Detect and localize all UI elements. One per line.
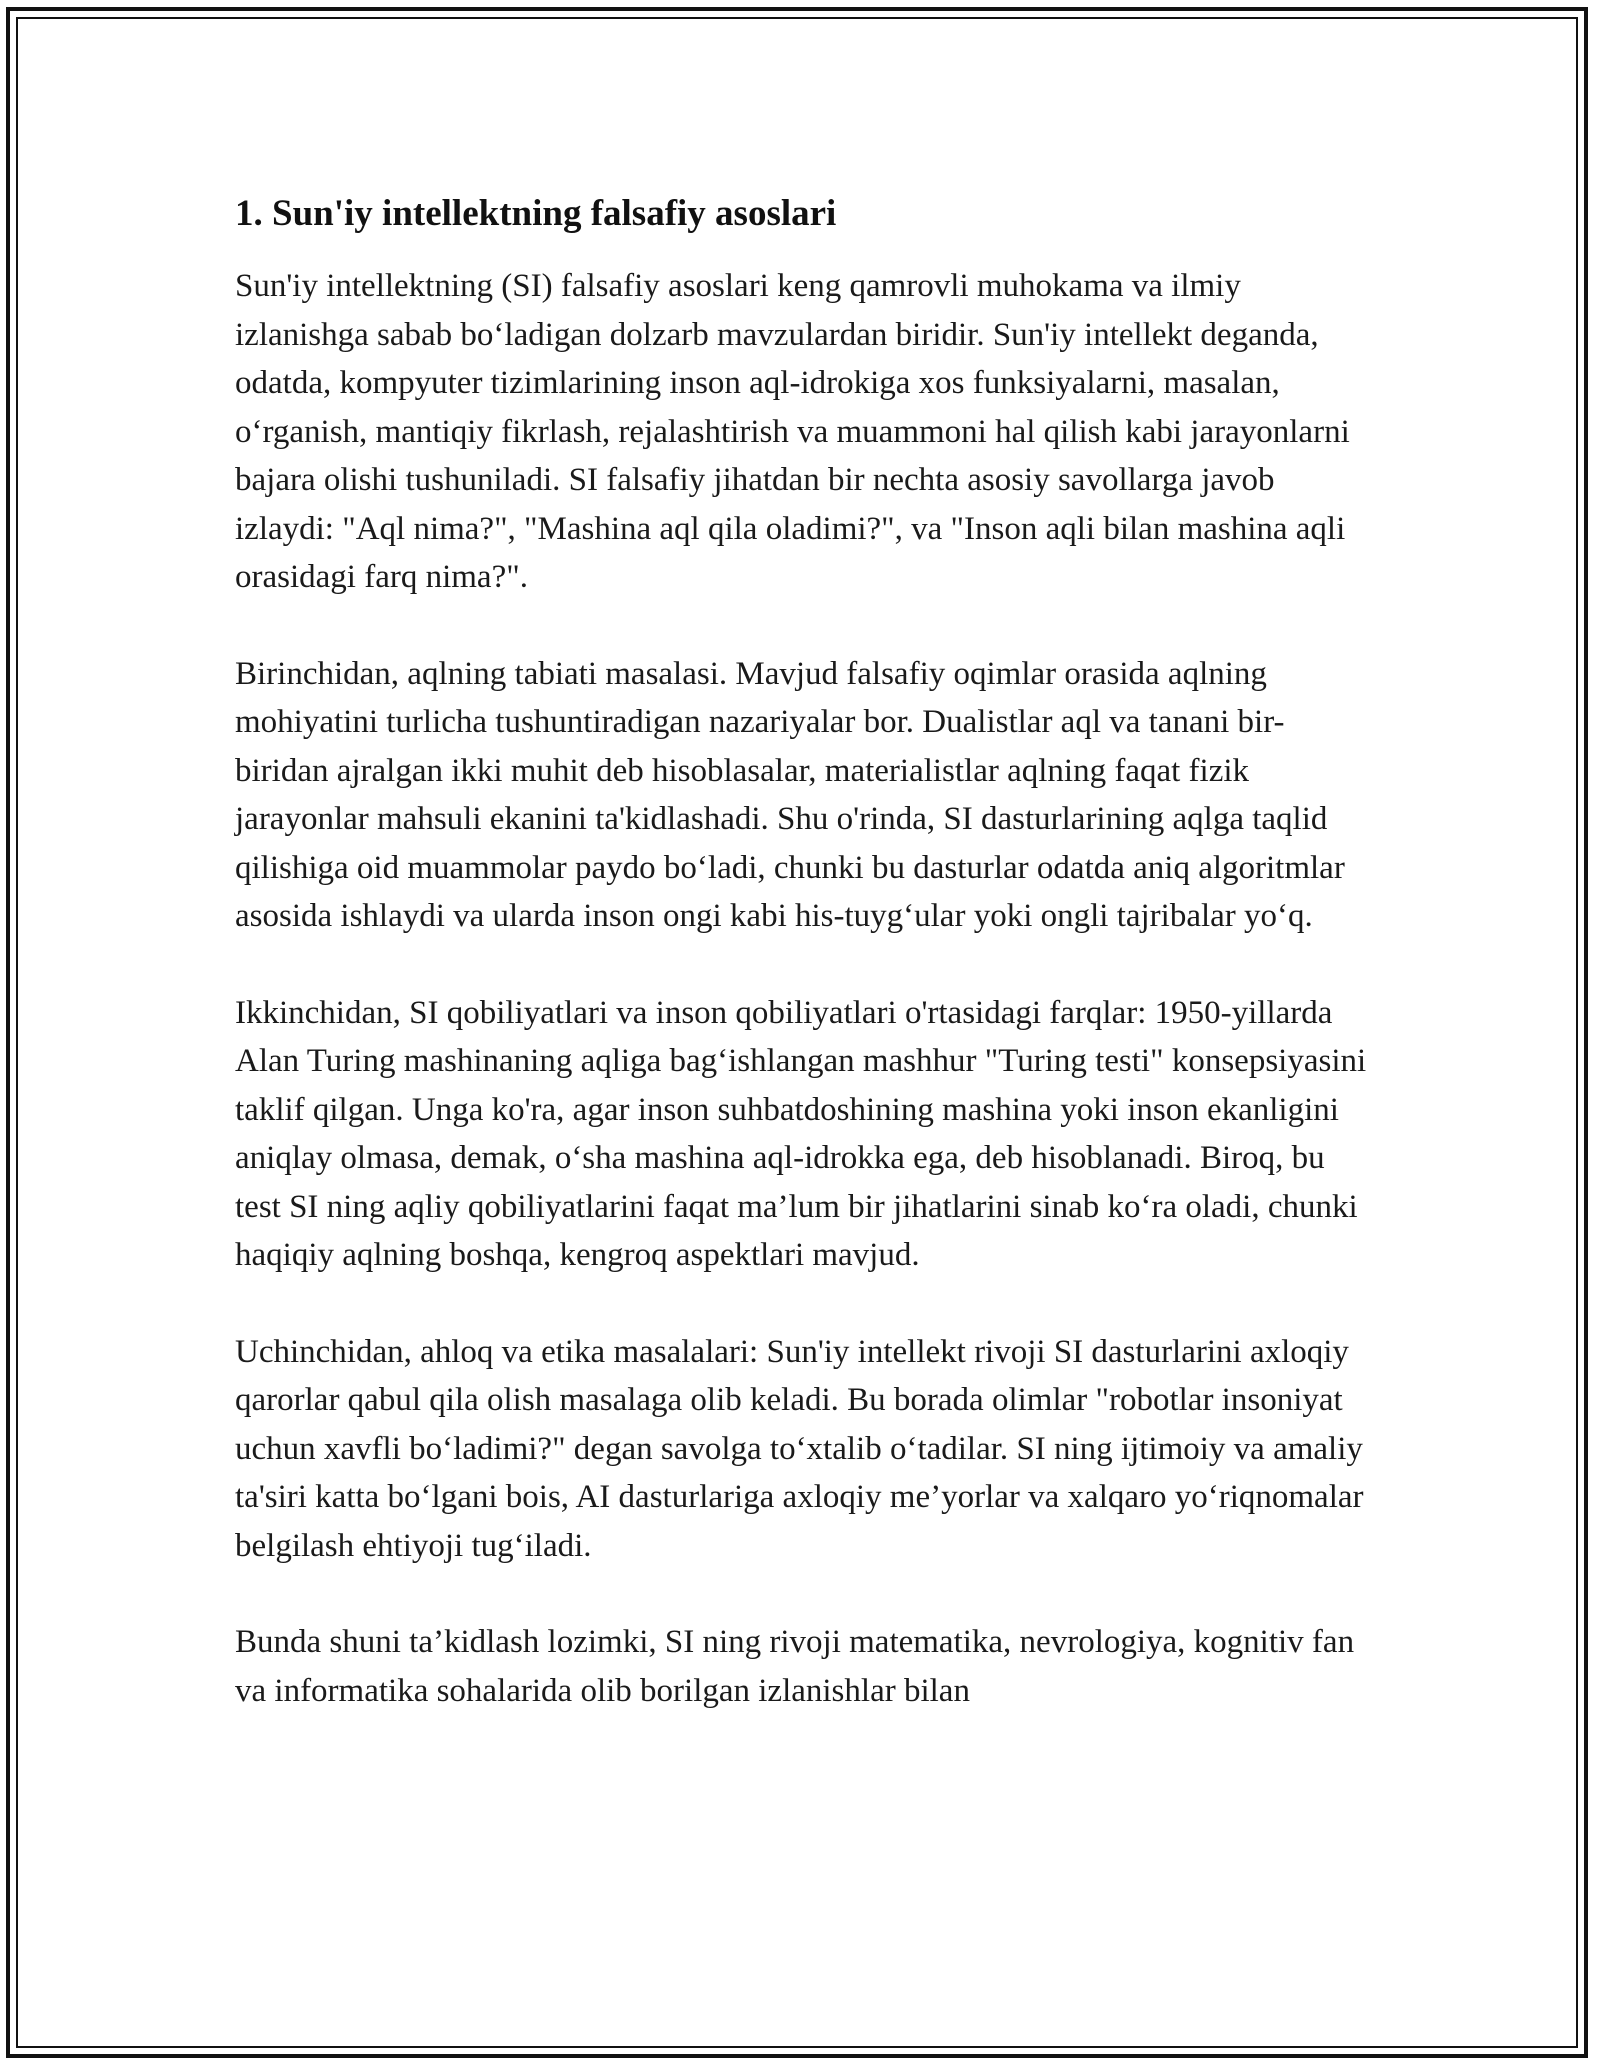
paragraph-third-point: Uchinchidan, ahloq va etika masalalari: Sun'iy intellekt rivoji SI dasturlarini axloqiy qarorlar qabul qila olish masalaga olib keladi. Bu borada olimlar "robotlar insoniyat uchun xavfli bo‘ladimi?" degan savolga to‘xtalib o‘tadilar. SI ning ijtimoiy va amaliy ta'siri katta bo‘lgani bois, AI dasturlariga axloqiy me’yorlar va xalqaro yo‘riqnomalar belgilash ehtiyoji tug‘iladi.	[235, 1333, 1364, 1564]
document-body	[235, 186, 1375, 1715]
paragraph-conclusion: Bunda shuni ta’kidlash lozimki, SI ning rivoji matematika, nevrologiya, kognitiv fan va informatika sohalarida olib borilgan izlanishlar bilan	[235, 1624, 1355, 1709]
paragraph-intro: Sun'iy intellektning (SI) falsafiy asoslari keng qamrovli muhokama va ilmiy izlanishga sabab bo‘ladigan dolzarb mavzulardan biridir. Sun'iy intellekt deganda, odatda, kompyuter tizimlarining inson aql-idrokiga xos funksiyalarni, masalan, o‘rganish, mantiqiy fikrlash, rejalashtirish va muammoni hal qilish kabi jarayonlarni bajara olishi tushuniladi. SI falsafiy jihatdan bir nechta asosiy savollarga javob izlaydi: "Aql nima?", "Mashina aql qila oladimi?", va "Inson aqli bilan mashina aqli orasidagi farq nima?".	[235, 268, 1350, 595]
paragraph-second-point: Ikkinchidan, SI qobiliyatlari va inson qobiliyatlari o'rtasidagi farqlar: 1950-yillarda Alan Turing mashinaning aqliga bag‘ishlangan mashhur "Turing testi" konsepsiyasini taklif qilgan. Unga ko'ra, agar inson suhbatdoshining mashina yoki inson ekanligini aniqlay olmasa, demak, o‘sha mashina aql-idrokka ega, deb hisoblanadi. Biroq, bu test SI ning aqliy qobiliyatlarini faqat ma’lum bir jihatlarini sinab ko‘ra oladi, chunki haqiqiy aqlning boshqa, kengroq aspektlari mavjud.	[235, 994, 1367, 1273]
paragraph-first-point: Birinchidan, aqlning tabiati masalasi. Mavjud falsafiy oqimlar orasida aqlning mohiyatini turlicha tushuntiradigan nazariyalar bor. Dualistlar aql va tanani bir-biridan ajralgan ikki muhit deb hisoblasalar, materialistlar aqlning faqat fizik jarayonlar mahsuli ekanini ta'kidlashadi. Shu o'rinda, SI dasturlarining aqlga taqlid qilishiga oid muammolar paydo bo‘ladi, chunki bu dasturlar odatda aniq algoritmlar asosida ishlaydi va ularda inson ongi kabi his-tuyg‘ular yoki ongli tajribalar yo‘q.	[235, 655, 1345, 934]
section-heading: 1. Sun'iy intellektning falsafiy asoslari	[235, 193, 837, 234]
